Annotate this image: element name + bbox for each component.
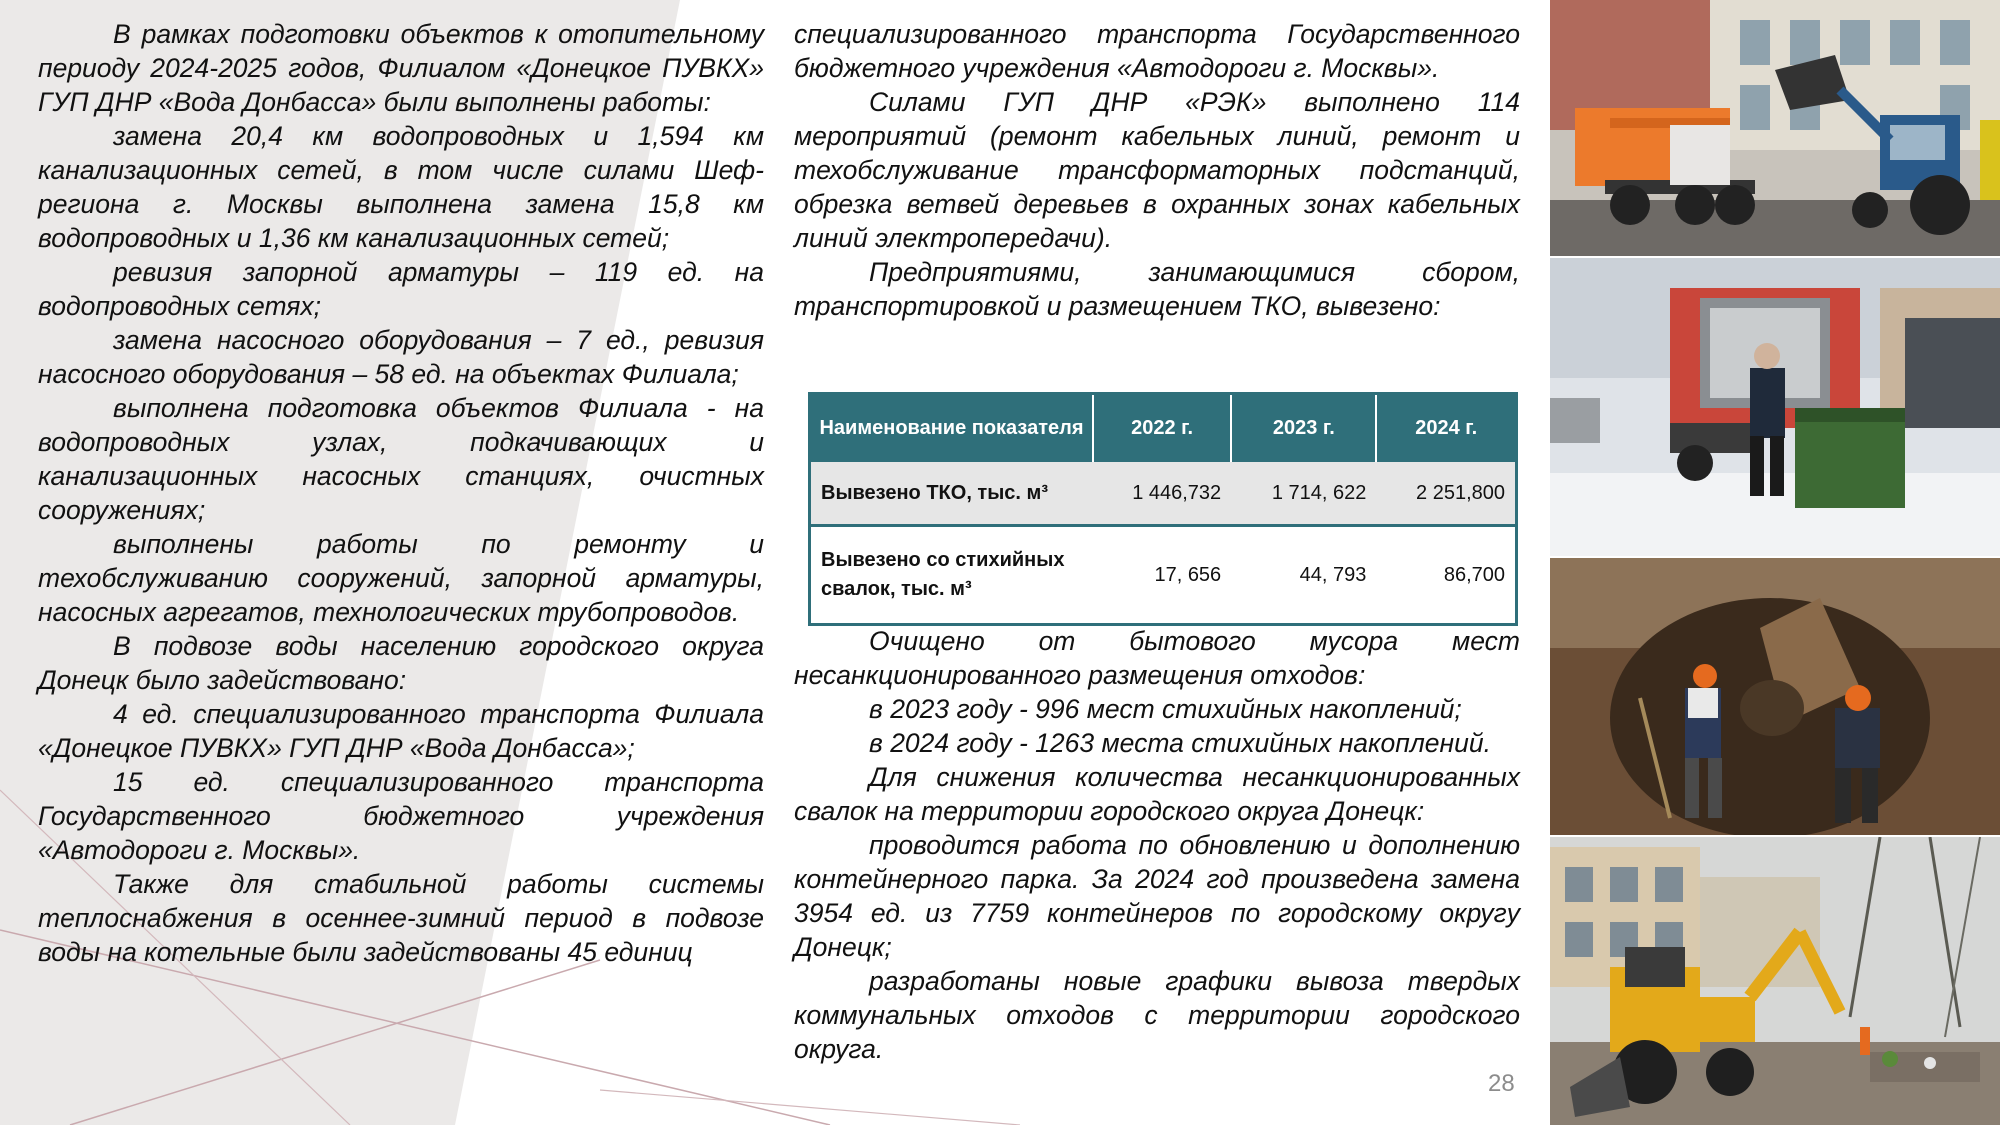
table-header-cell: 2022 г. — [1093, 394, 1231, 463]
table-row — [810, 462, 1517, 526]
paragraph: проводится работа по обновлению и дополнению контейнерного парка. За 2024 год произведена замена 3954 ед. из 7759 контейнеров по городскому округу Донецк; — [794, 830, 1520, 962]
left-text-column — [38, 17, 764, 969]
pipe-excavation-photo — [1550, 558, 2000, 835]
paragraph: Для снижения количества несанкционированных свалок на территории городского округа Донецк: — [794, 762, 1520, 826]
paragraph: В рамках подготовки объектов к отопительному периоду 2024-2025 годов, Филиалом «Донецкое ПУВКХ» ГУП ДНР «Вода Донбасса» были выполнены работы: — [38, 19, 764, 117]
table-cell: 17, 656 — [1093, 526, 1231, 625]
paragraph: замена насосного оборудования – 7 ед., ревизия насосного оборудования – 58 ед. на объектах Филиала; — [38, 325, 764, 389]
table-cell: 44, 793 — [1231, 526, 1376, 625]
paragraph: в 2024 году - 1263 места стихийных накоплений. — [869, 728, 1491, 758]
paragraph: замена 20,4 км водопроводных и 1,594 км канализационных сетей, в том числе силами Шеф-региона г. Москвы выполнена замена 15,8 км водопроводных и 1,36 км канализационных сетей; — [38, 121, 764, 253]
backhoe-cleanup-photo — [1550, 837, 2000, 1125]
paragraph: разработаны новые графики вывоза твердых коммунальных отходов с территории городского округа. — [794, 966, 1520, 1064]
paragraph: В подвозе воды населению городского округа Донецк было задействовано: — [38, 631, 764, 695]
middle-text-column-bottom — [794, 624, 1520, 1066]
table-cell: 2 251,800 — [1376, 462, 1516, 526]
middle-text-column-top — [794, 17, 1520, 323]
paragraph: выполнены работы по ремонту и техобслуживанию сооружений, запорной арматуры, насосных агрегатов, технологических трубопроводов. — [38, 529, 764, 627]
table-cell: 1 446,732 — [1093, 462, 1231, 526]
paragraph: Также для стабильной работы системы теплоснабжения в осеннее-зимний период в подвозе воды на котельные были задействованы 45 единиц — [38, 869, 764, 967]
table-row-label: Вывезено ТКО, тыс. м³ — [810, 462, 1094, 526]
table-row — [810, 526, 1517, 625]
paragraph: выполнена подготовка объектов Филиала - на водопроводных узлах, подкачивающих и канализационных насосных станциях, очистных сооружениях; — [38, 393, 764, 525]
page-number: 28 — [1488, 1070, 1515, 1097]
dump-truck-loader-photo — [1550, 0, 2000, 256]
paragraph: Силами ГУП ДНР «РЭК» выполнено 114 мероприятий (ремонт кабельных линий, ремонт и техобслуживание трансформаторных подстанций, обрезка ветвей деревьев в охранных зонах кабельных линий электропередачи). — [794, 87, 1520, 253]
table-header-cell: Наименование показателя — [810, 394, 1094, 463]
paragraph: специализированного транспорта Государственного бюджетного учреждения «Автодороги г. Москвы». — [794, 19, 1520, 83]
paragraph: Очищено от бытового мусора мест несанкционированного размещения отходов: — [794, 626, 1520, 690]
table-cell: 86,700 — [1376, 526, 1516, 625]
table-header-row — [810, 394, 1517, 463]
paragraph: в 2023 году - 996 мест стихийных накоплений; — [869, 694, 1462, 724]
table-row-label: Вывезено со стихийных свалок, тыс. м³ — [810, 526, 1094, 625]
garbage-truck-winter-photo — [1550, 258, 2000, 556]
paragraph: Предприятиями, занимающимися сбором, транспортировкой и размещением ТКО, вывезено: — [794, 257, 1520, 321]
paragraph: ревизия запорной арматуры – 119 ед. на водопроводных сетях; — [38, 257, 764, 321]
paragraph: 4 ед. специализированного транспорта Филиала «Донецкое ПУВКХ» ГУП ДНР «Вода Донбасса»; — [38, 699, 764, 763]
table-cell: 1 714, 622 — [1231, 462, 1376, 526]
table-header-cell: 2023 г. — [1231, 394, 1376, 463]
paragraph: 15 ед. специализированного транспорта Государственного бюджетного учреждения «Автодороги г. Москвы». — [38, 767, 764, 865]
table-header-cell: 2024 г. — [1376, 394, 1516, 463]
waste-removal-table — [808, 392, 1518, 626]
